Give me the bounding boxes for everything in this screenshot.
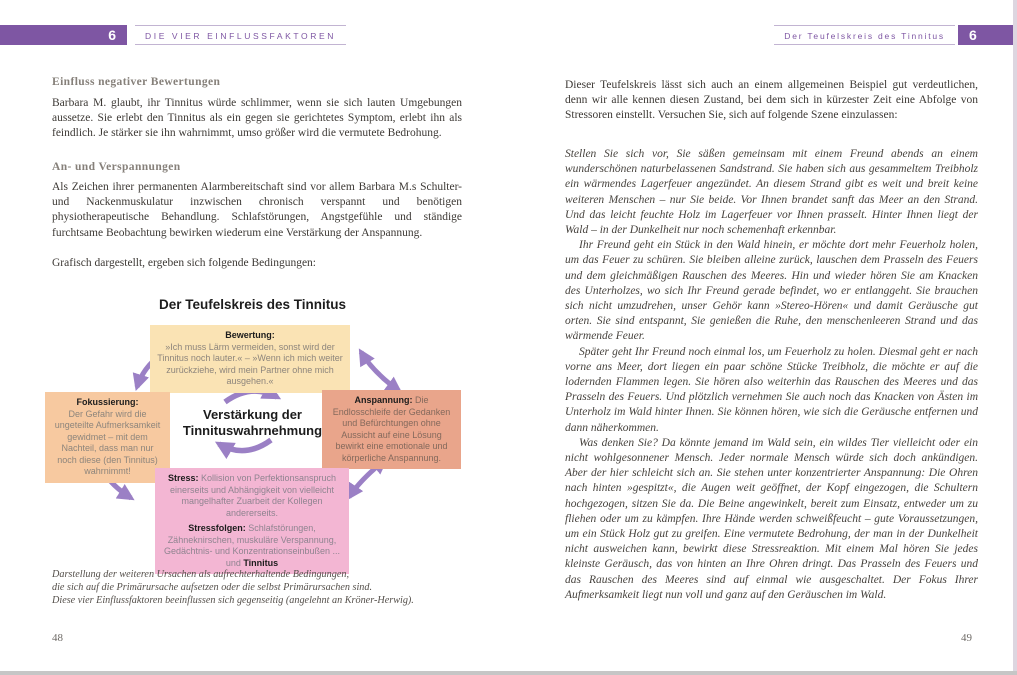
diagram-box-fokussierung: [45, 392, 170, 483]
box-paragraph-stress: [161, 473, 343, 519]
box-text-bold: Tinnitus: [243, 557, 279, 568]
diagram-box-anspannung: [322, 390, 461, 469]
box-text: Der Gefahr wird die ungeteilte Aufmerksamkeit gewidmet – mit dem Nachteil, dass man nur noch diese (den Tinnitus) wahrnimmt!: [54, 408, 161, 476]
narrative-paragraph: Was denken Sie? Da könnte jemand im Wald sein, ein wildes Tier vielleicht oder ein nicht wohlgesonnener Mensch. Jeder normale Mensch würde sich doch ankündigen. Aber der hier schleicht sich an. Sie stehen unter konzentrierter Anspannung: Die Ohren nach hinten »gespitzt«, die Augen weit geöffnet, der Kopf eingezogen, die Schultern hochgezogen, sitzen Sie da. Die Beine angewinkelt, bereit zum Einsatz, entweder um zu fliehen oder um zu kämpfen. Ihre Hände werden schweißfeucht – gute Voraussetzungen, um ein Stück Holz gut zu greifen. Eine vermutete Bedrohung, der man in der Dunkelheit nicht ausweichen kann, bewirkt diese Stressreaktion. Mit einem Mal hören Sie jedes kleinste Geräusch, das von hinten an Ihre Ohren dringt. Das Prasseln des Feuers und das Rauschen des Meeres sind auf einmal wie ausgeschaltet. Der Fokus Ihrer Aufmerksamkeit liegt nun voll und ganz auf den Geräuschen im Wald.: [565, 436, 978, 601]
page-edge-right: [1013, 0, 1017, 675]
running-head-right: Der Teufelskreis des Tinnitus: [774, 25, 955, 45]
figure-caption-line: Diese vier Einflussfaktoren beeinflussen sich gegenseitig (angelehnt an Kröner-Herwig).: [52, 594, 414, 606]
box-text: »Ich muss Lärm vermeiden, sonst wird der Tinnitus noch lauter.« – »Wenn ich mich weiter zurückziehe, wird mein Partner ohne mich ausgehen.«: [157, 341, 343, 386]
box-text: Kollision von Perfektionsanspruch einerseits und Abhängigkeit von vielleicht mangelhafter Zuarbeit der Kollegen andererseits.: [169, 473, 337, 518]
box-text: Die Endlosschleife der Gedanken und Befürchtungen ohne Aussicht auf eine Lösung bewirkt eine emotionale und körperliche Anspannung.: [332, 395, 451, 463]
box-text: Schlafstörungen, Zähneknirschen, muskuläre Verspannung, Gedächtnis- und Konzentrationseinbußen ... und: [163, 523, 341, 568]
diagram-title: Der Teufelskreis des Tinnitus: [158, 297, 347, 312]
cycle-arc-bottom: [219, 440, 271, 451]
box-label: Fokussierung:: [76, 397, 139, 407]
section-heading: Einfluss negativer Bewertungen: [52, 76, 221, 88]
tinnitus-cycle-diagram: [40, 295, 465, 568]
box-label: Stressfolgen:: [188, 523, 246, 533]
section-heading: An- und Verspannungen: [52, 161, 181, 173]
chapter-number-bar-left: [0, 25, 127, 45]
chapter-number: 6: [969, 27, 977, 43]
figure-caption: [52, 569, 472, 607]
diagram-center-text: Verstärkung der Tinnituswahrnehmung: [182, 407, 323, 438]
section-body: Barbara M. glaubt, ihr Tinnitus würde schlimmer, wenn sie sich lauten Umgebungen aussetze. Sie erlebt den Tinnitus als ein gegen sie gerichtetes Symptom, erlebt ihn als feindlich. Je stärker sie ihn wahrnimmt, umso größer wird die vermutete Bedrohung.: [52, 97, 462, 140]
diagram-box-bewertung: [150, 325, 350, 393]
box-label: Stress:: [167, 473, 199, 483]
narrative-paragraph: Ihr Freund geht ein Stück in den Wald hinein, er möchte dort mehr Feuerholz holen, um das Feuer zu schüren. Sie bleiben alleine zurück, lauschen dem Prasseln des Feuers und dem gleichmäßigen Rauschen des Meeres. Hin und wieder hören Sie am Knacken des Unterholzes, wo sich Ihr Freund gerade befindet, wo er entlanggeht. Sie brauchen sich nicht umzudrehen, unser Gehör kann »Stereo-Hören« und damit Geräusche gut orten. Sie sind entspannt, Sie genießen die Ruhe, den menschenleeren Strand und das wärmende Feuer.: [565, 239, 978, 343]
narrative-paragraph: Stellen Sie sich vor, Sie säßen gemeinsam mit einem Freund abends an einem wunderschönen naturbelassenen Sandstrand. Sie haben sich aus gesammeltem Treibholz ein wärmendes Lagerfeuer angezündet. An diesem Strand gibt es weit und breit keine weiteren Menschen – nur Sie beide. Vor Ihnen brandet sanft das Meer an den Strand. Und das leicht feuchte Holz im Lagerfeuer vor Ihnen prasselt. Hinter Ihnen liegt der Wald – in der Dunkelheit nur noch schemenhaft erkennbar.: [565, 148, 978, 237]
lead-in-sentence: Grafisch dargestellt, ergeben sich folgende Bedingungen:: [52, 257, 316, 269]
chapter-number-bar-right: [958, 25, 1017, 45]
box-label: Anspannung:: [354, 395, 413, 405]
box-paragraph-stressfolgen: [161, 523, 343, 569]
section-body: Als Zeichen ihrer permanenten Alarmbereitschaft sind vor allem Barbara M.s Schulter- und Nackenmuskulatur inzwischen chronisch verspannt und benötigen physiotherapeutische Behandlung. Schlafstörungen, Angstgefühle und ständige furchtsame Beobachtung bewirken wiederum eine Verstärkung der Anspannung.: [52, 181, 462, 239]
figure-caption-line: die sich auf die Primärursache aufsetzen oder die selbst Primärursachen sind.: [52, 581, 373, 593]
box-label: Bewertung:: [225, 330, 275, 340]
page-edge-bottom: [0, 671, 1017, 675]
intro-paragraph: Dieser Teufelskreis lässt sich auch an einem allgemeinen Beispiel gut verdeutlichen, denn wir alle kennen diesen Zustand, bei dem sich in kürzester Zeit eine Abfolge von Stressoren einstellt. Versuchen Sie, sich auf folgende Szene einzulassen:: [565, 79, 978, 122]
chapter-number: 6: [108, 27, 116, 43]
narrative-paragraph: Später geht Ihr Freund noch einmal los, um Feuerholz zu holen. Diesmal geht er nach vorne ans Meer, dort liegen ein paar schöne Stücke Treibholz, die möchte er auf die lodernden Flammen legen. Sie hören also weiterhin das Rauschen des Meeres und das Prasseln des Feuers. Und plötzlich vernehmen Sie auch noch das Knacken von Ästen im Unterholz im Wald hinter Ihnen. Sie können hören, wie sich die Geräusche entfernen und dann näherkommen.: [565, 345, 978, 434]
cycle-arc-top: [225, 391, 277, 402]
narrative-text: [565, 147, 978, 603]
page-number-right: 49: [961, 632, 972, 644]
arrow-bewertung-anspannung: [361, 352, 399, 391]
diagram-box-stress: [155, 468, 349, 574]
page-number-left: 48: [52, 632, 63, 644]
running-head-left: DIE VIER EINFLUSSFAKTOREN: [135, 25, 346, 45]
figure-caption-line: Darstellung der weiteren Ursachen als aufrechterhaltende Bedingungen,: [52, 569, 349, 580]
